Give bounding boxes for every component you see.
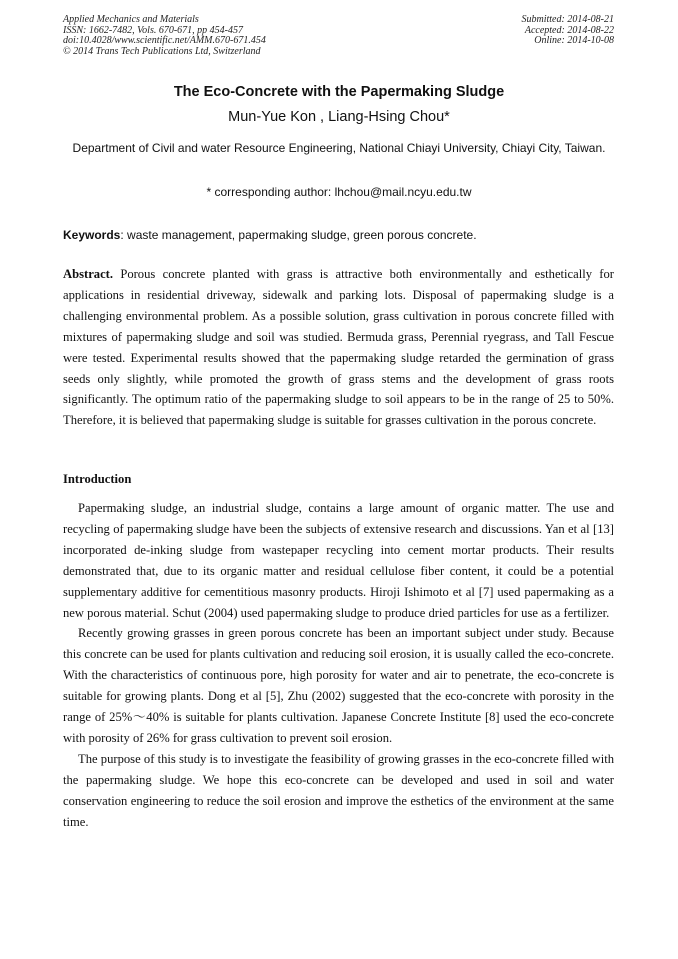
keywords-text: : waste management, papermaking sludge, green porous concrete. [120, 228, 477, 242]
section-heading-introduction: Introduction [63, 472, 132, 486]
abstract-label: Abstract. [63, 267, 114, 281]
publication-dates [522, 15, 615, 47]
abstract-text: Porous concrete planted with grass is attractive both environmentally and esthetically for applications in residential driveway, sidewalk and parking lots. Disposal of papermaking sludge is a challenging environmental problem. As a possible solution, grass cultivation in porous concrete filled with mixtures of papermaking sludge and soil was studied. Bermuda grass, Perennial ryegrass, and Tall Fescue were tested. Experimental results showed that the papermaking sludge retarded the germination of grass seeds only slightly, while promoted the growth of grass stems and the development of grass roots significantly. The optimum ratio of the papermaking sludge to soil appears to be in the range of 25 to 50%. Therefore, it is believed that papermaking sludge is suitable for grasses cultivation in the porous concrete. [63, 267, 614, 428]
online-date: Online: 2014-10-08 [534, 35, 614, 46]
journal-doi: doi:10.4028/www.scientific.net/AMM.670-671.454 [63, 35, 266, 46]
journal-issn: ISSN: 1662-7482, Vols. 670-671, pp 454-457 [63, 24, 243, 36]
keywords-label: Keywords [63, 228, 121, 242]
submitted-date: Submitted: 2014-08-21 [521, 14, 614, 25]
journal-copyright: © 2014 Trans Tech Publications Ltd, Switzerland [63, 45, 261, 57]
abstract [63, 264, 614, 431]
journal-name: Applied Mechanics and Materials [63, 14, 199, 25]
corresponding-author: * corresponding author: lhchou@mail.ncyu.edu.tw [206, 185, 472, 199]
keywords [63, 228, 615, 242]
paragraph: The purpose of this study is to investigate the feasibility of growing grasses in the eco-concrete filled with the papermaking sludge. We hope this eco-concrete can be developed and used in soil and water conservation engineering to reduce the soil erosion and improve the esthetics of the environment at the same time. [63, 751, 614, 829]
paragraph: Papermaking sludge, an industrial sludge, contains a large amount of organic matter. The use and recycling of papermaking sludge have been the subjects of extensive research and discussions. Yan et al [13] incorporated de-inking sludge from wastepaper recycling into cement mortar products. Their results demonstrated that, due to its organic matter and residual cellulose fiber content, it could be a potential supplementary additive for cementitious masonry products. Hiroji Ishimoto et al [7] used papermaking as a new porous material. Schut (2004) used papermaking sludge to produce dried particles for use as a fertilizer. [63, 501, 614, 620]
introduction-body [63, 498, 614, 833]
accepted-date: Accepted: 2014-08-22 [524, 24, 614, 36]
journal-header [63, 15, 266, 57]
paper-title: The Eco-Concrete with the Papermaking Sludge [173, 84, 505, 100]
paragraph: Recently growing grasses in green porous concrete has been an important subject under study. Because this concrete can be used for plants cultivation and reducing soil erosion, it is usually called the eco-concrete. With the characteristics of continuous pore, high porosity for water and air to penetrate, the eco-concrete is suitable for growing plants. Dong et al [5], Zhu (2002) suggested that the eco-concrete with porosity in the range of 25%～40% is suitable for plants cultivation. Japanese Concrete Institute [8] used the eco-concrete with porosity of 26% for grass cultivation to prevent soil erosion. [63, 626, 614, 745]
author-affiliation: Department of Civil and water Resource Engineering, National Chiayi University, Chiayi City, Taiwan. [72, 141, 606, 155]
paper-authors: Mun-Yue Kon , Liang-Hsing Chou* [228, 109, 450, 125]
